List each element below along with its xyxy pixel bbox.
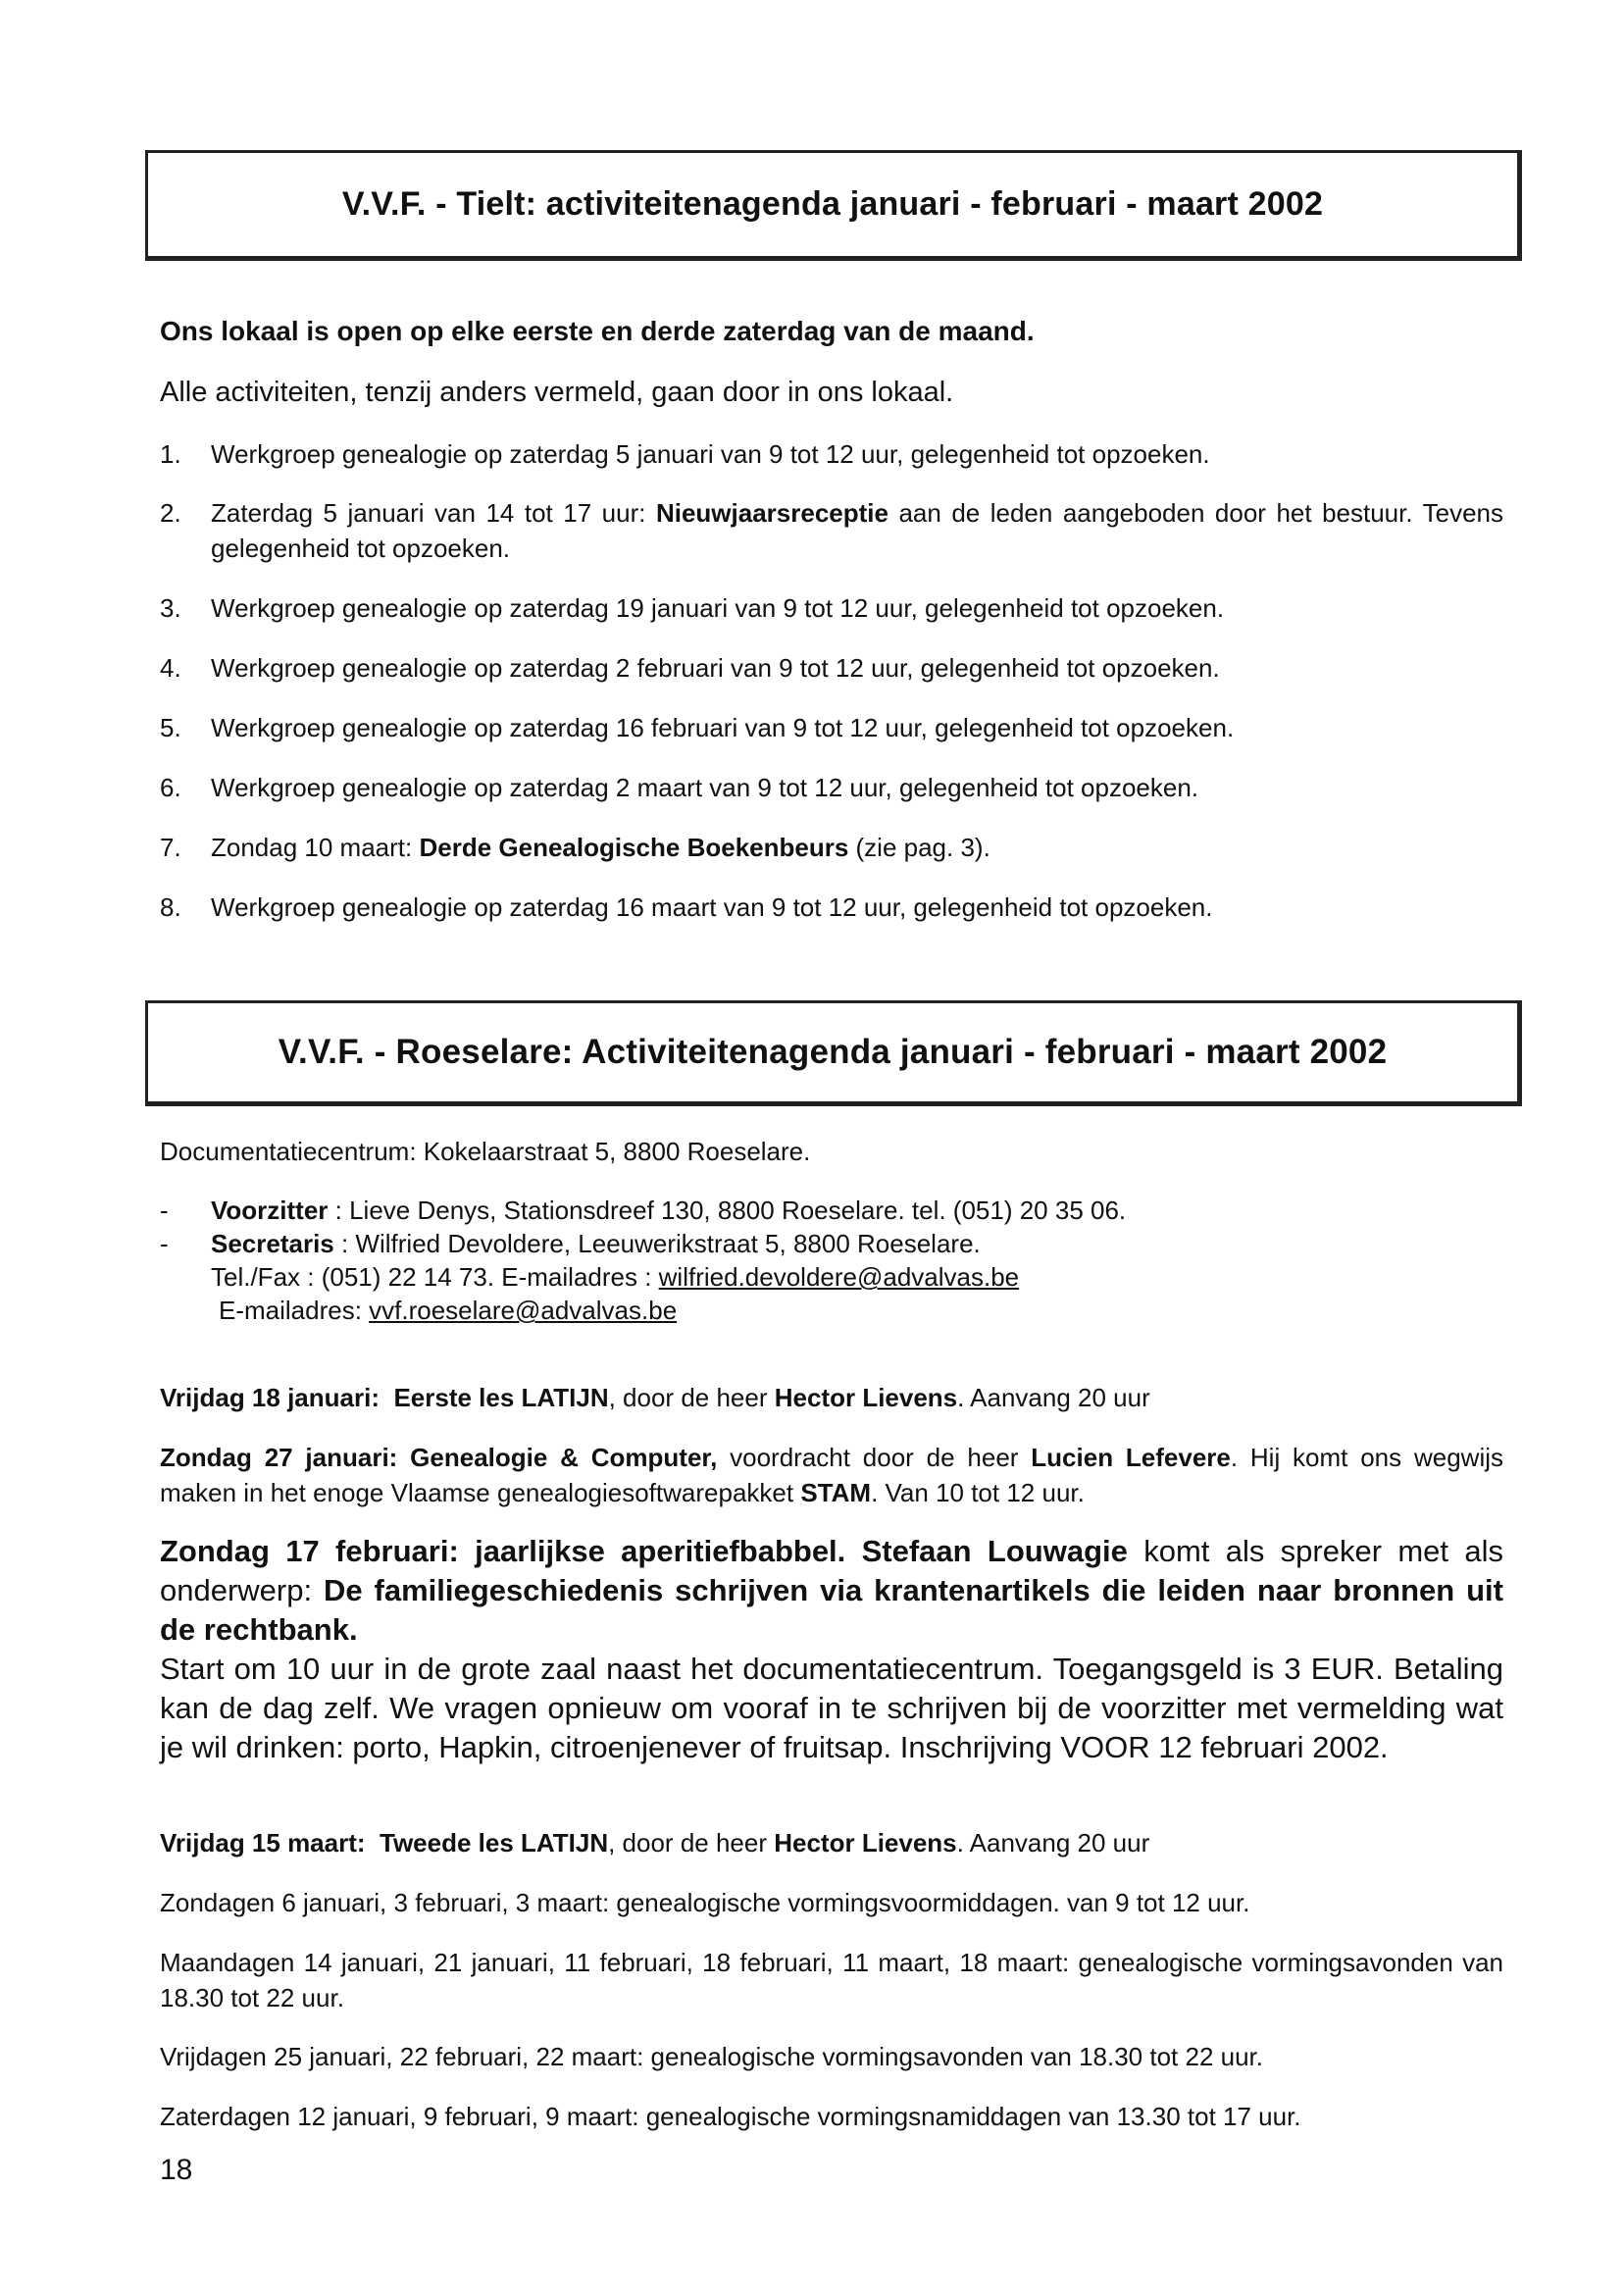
event-text: , door de heer <box>608 1383 775 1412</box>
item-number: 1. <box>160 439 181 469</box>
item-text <box>211 495 1503 566</box>
item-text-part: aan de leden aangeboden door het bestuur. Tevens gelegenheid tot opzoeken. <box>211 498 1503 563</box>
event-text: . Hij komt ons wegwijs maken in het enoge Vlaamse genealogiesoftwarepakket <box>160 1443 1503 1507</box>
tielt-open-notice: Ons lokaal is open op elke eerste en derde zaterdag van de maand. <box>160 316 1035 346</box>
list-dash: - <box>160 1229 169 1258</box>
event-text: . Aanvang 20 uur <box>956 1828 1150 1858</box>
event-aperitief <box>160 1532 1503 1767</box>
event-title: Eerste les LATIJN <box>393 1383 609 1412</box>
event-text: . Van 10 tot 12 uur. <box>871 1478 1085 1507</box>
doc-center-address: Documentatiecentrum: Kokelaarstraat 5, 8800 Roeselare. <box>160 1137 811 1166</box>
event-speaker: Lucien Lefevere <box>1031 1443 1231 1472</box>
item-number: 7. <box>160 833 181 862</box>
tielt-location-notice: Alle activiteiten, tenzij anders vermeld, gaan door in ons lokaal. <box>160 377 954 408</box>
event-software: STAM <box>800 1478 872 1507</box>
friday-sessions: Vrijdagen 25 januari, 22 februari, 22 maart: genealogische vormingsavonden van 18.30 tot 22 uur. <box>160 2042 1263 2071</box>
event-text: komt als spreker met als onderwerp: <box>160 1534 1503 1607</box>
saturday-sessions: Zaterdagen 12 januari, 9 februari, 9 maart: genealogische vormingsnamiddagen van 13.30 tot 17 uur. <box>160 2102 1301 2131</box>
item-number: 5. <box>160 713 181 742</box>
tielt-title: V.V.F. - Tielt: activiteitenagenda januari - februari - maart 2002 <box>341 185 1324 223</box>
list-item <box>160 590 1503 626</box>
item-number: 6. <box>160 773 181 802</box>
item-highlight: Nieuwjaarsreceptie <box>655 498 888 528</box>
event-text: . Aanvang 20 uur <box>957 1383 1150 1412</box>
secretary-email-link[interactable]: wilfried.devoldere@advalvas.be <box>658 1262 1020 1292</box>
secretary-tel: Tel./Fax : (051) 22 14 73. E-mailadres : <box>211 1262 659 1292</box>
list-item <box>160 890 1503 925</box>
event-latin-2 <box>160 1825 1503 1860</box>
event-speaker: Hector Lievens <box>774 1383 958 1412</box>
item-text: Werkgroep genealogie op zaterdag 16 februari van 9 tot 12 uur, gelegenheid tot opzoeken. <box>211 713 1235 742</box>
chair-details: : Lieve Denys, Stationsdreef 130, 8800 Roeselare. tel. (051) 20 35 06. <box>328 1196 1127 1225</box>
list-item <box>160 495 1503 566</box>
list-item <box>160 650 1503 686</box>
secretary-label: Secretaris <box>211 1229 334 1258</box>
item-text: Werkgroep genealogie op zaterdag 2 februari van 9 tot 12 uur, gelegenheid tot opzoeken. <box>211 653 1220 683</box>
item-text-part: (zie pag. 3). <box>848 833 990 862</box>
event-latin-1 <box>160 1380 1503 1415</box>
event-title: Zondag 27 januari: Genealogie & Computer, <box>160 1443 718 1472</box>
event-date: Vrijdag 18 januari: <box>160 1383 380 1412</box>
secretary-details: : Wilfried Devoldere, Leeuwerikstraat 5, 8800 Roeselare. <box>333 1229 981 1258</box>
event-text: voordracht door de heer <box>717 1443 1032 1472</box>
item-text: Werkgroep genealogie op zaterdag 16 maart van 9 tot 12 uur, gelegenheid tot opzoeken. <box>211 892 1213 922</box>
item-text: Werkgroep genealogie op zaterdag 19 januari van 9 tot 12 uur, gelegenheid tot opzoeken. <box>211 593 1225 623</box>
tielt-title-box <box>145 150 1522 261</box>
item-number: 8. <box>160 892 181 922</box>
event-computer <box>160 1440 1503 1510</box>
chair-label: Voorzitter <box>211 1196 329 1225</box>
item-text <box>211 830 1503 865</box>
event-topic: De familiegeschiedenis schrijven via krantenartikels die leiden naar bronnen uit de rechtbank. <box>160 1573 1503 1647</box>
list-item <box>160 830 1503 865</box>
page-number: 18 <box>160 2154 193 2186</box>
item-number: 3. <box>160 593 181 623</box>
item-text: Werkgroep genealogie op zaterdag 2 maart van 9 tot 12 uur, gelegenheid tot opzoeken. <box>211 773 1199 802</box>
item-number: 4. <box>160 653 181 683</box>
list-item <box>160 710 1503 745</box>
roeselare-title: V.V.F. - Roeselare: Activiteitenagenda januari - februari - maart 2002 <box>278 1033 1388 1071</box>
event-speaker: Hector Lievens <box>774 1828 957 1858</box>
item-text-part: Zaterdag 5 januari van 14 tot 17 uur: <box>211 498 656 528</box>
event-details: Start om 10 uur in de grote zaal naast het documentatiecentrum. Toegangsgeld is 3 EUR. Betaling kan de dag zelf. We vragen opnieuw om vooraf in te schrijven bij de voorzitter met vermelding wat je wil drinken: porto, Hapkin, citroenjenever of fruitsap. Inschrijving VOOR 12 februari 2002. <box>160 1652 1503 1764</box>
event-text: , door de heer <box>608 1828 775 1858</box>
event-title: Tweede les LATIJN <box>380 1828 609 1858</box>
list-item <box>160 436 1503 472</box>
general-email-link[interactable]: vvf.roeselare@advalvas.be <box>369 1296 678 1325</box>
sunday-sessions: Zondagen 6 januari, 3 februari, 3 maart: genealogische vormingsvoormiddagen. van 9 tot 12 uur. <box>160 1888 1250 1917</box>
roeselare-title-box <box>145 1000 1522 1106</box>
general-email-label: E-mailadres: <box>219 1296 370 1325</box>
event-title: Zondag 17 februari: jaarlijkse aperitiefbabbel. Stefaan Louwagie <box>160 1534 1128 1568</box>
list-dash: - <box>160 1196 169 1225</box>
list-item <box>160 770 1503 805</box>
event-date: Vrijdag 15 maart: <box>160 1828 366 1858</box>
item-text-part: Zondag 10 maart: <box>211 833 420 862</box>
chair-contact <box>160 1194 1126 1227</box>
item-highlight: Derde Genealogische Boekenbeurs <box>419 833 849 862</box>
secretary-contact <box>160 1227 1019 1327</box>
item-text: Werkgroep genealogie op zaterdag 5 januari van 9 tot 12 uur, gelegenheid tot opzoeken. <box>211 439 1210 469</box>
monday-sessions: Maandagen 14 januari, 21 januari, 11 februari, 18 februari, 11 maart, 18 maart: genealogische vormingsavonden van 18.30 tot 22 uur. <box>160 1948 1503 2012</box>
item-number: 2. <box>160 498 181 528</box>
